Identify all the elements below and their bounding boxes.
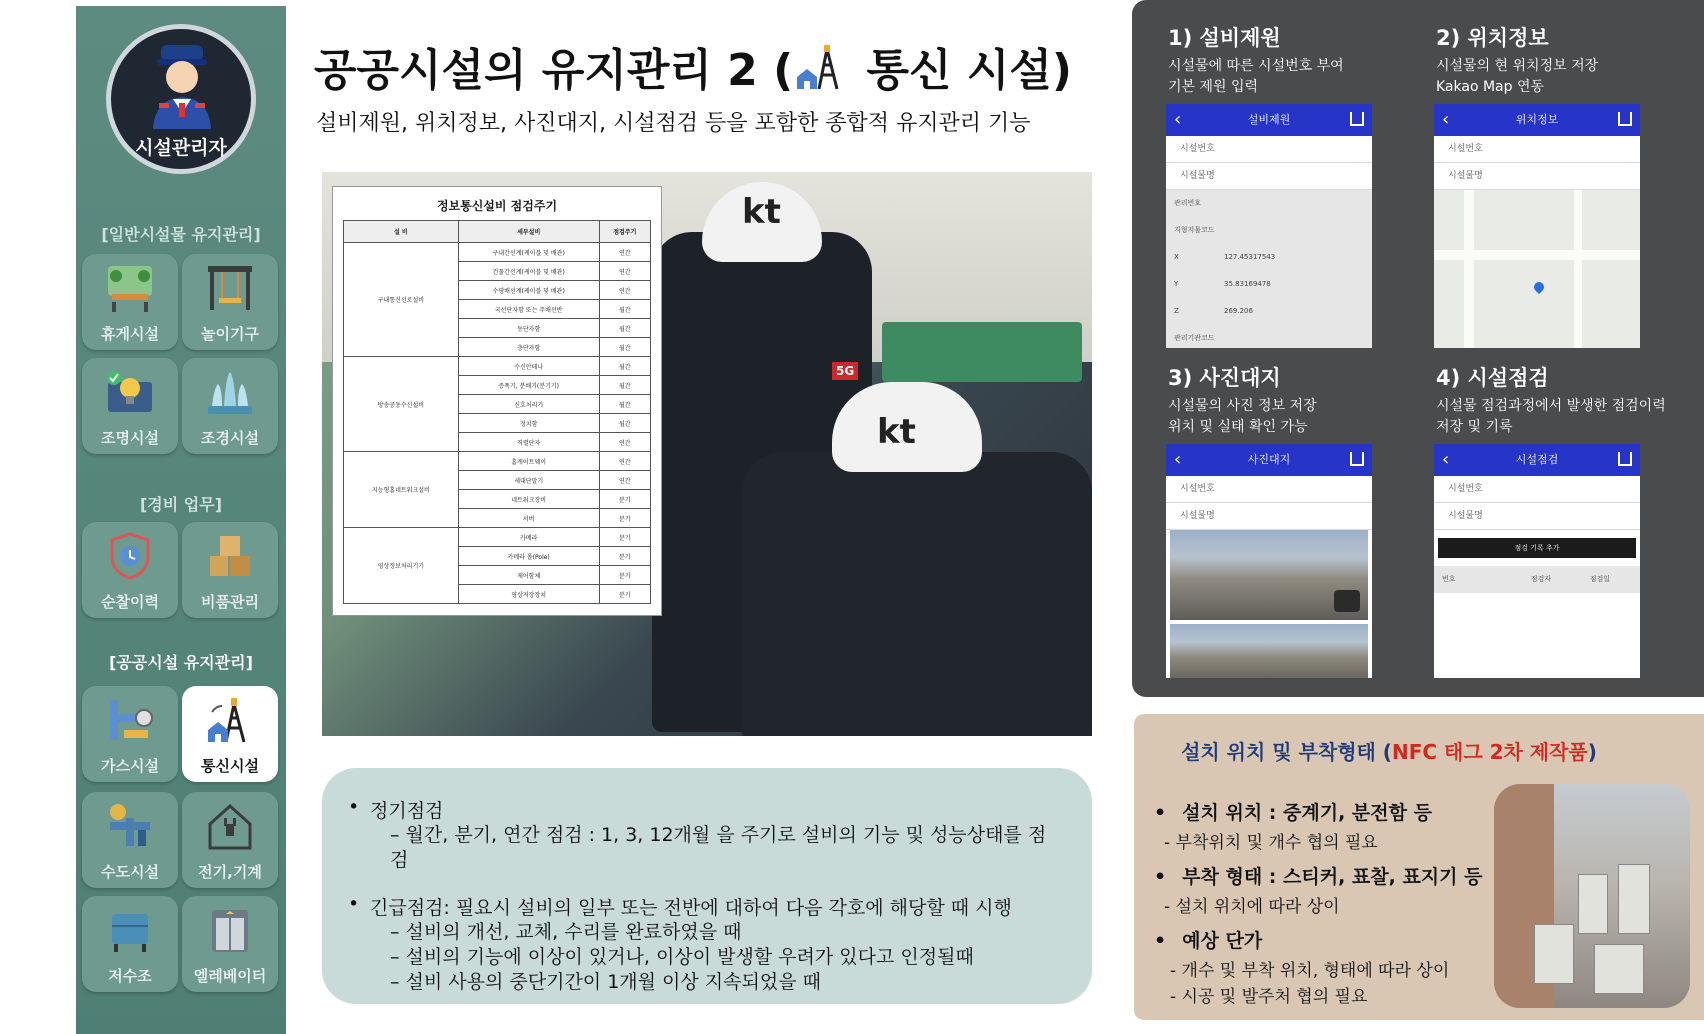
table-cell: 영상정보처리기기 [344, 528, 459, 604]
inspection-notes [322, 768, 1092, 1004]
grid-row: 지형지물코드 [1174, 226, 1215, 234]
tile-reservoir[interactable] [82, 896, 178, 992]
table-cell: 구내간선계(케이블 및 배관) [458, 243, 599, 262]
table-cell: 네트워크장비 [458, 490, 599, 509]
role-label: 시설관리자 [135, 137, 227, 159]
screen-title: 위치정보 [1515, 113, 1559, 126]
table-cell: 연간 [599, 262, 650, 281]
back-icon[interactable]: ‹ [1174, 109, 1182, 130]
map-road [1574, 190, 1582, 348]
map-road [1434, 250, 1640, 260]
inspection-table-grid [343, 220, 651, 604]
field-row[interactable]: 시설물명 [1166, 163, 1372, 190]
repeater-unit [1594, 944, 1644, 994]
nfc-item: • 예상 단가 [1154, 926, 1262, 953]
photo-worker [742, 452, 1092, 736]
tile-lighting[interactable] [82, 358, 178, 454]
feature-desc: 시설물의 현 위치정보 저장 [1436, 58, 1599, 74]
fountain-icon [204, 366, 256, 418]
note-line: – 월간, 분기, 연간 점검 : 1, 3, 12개월 을 주기로 설비의 기능 및 성능상태를 점검 [390, 824, 1047, 871]
table-cell: 수평배선계(케이블 및 배관) [458, 281, 599, 300]
note-emergency [350, 893, 1064, 995]
section-title-security: [경비 업무] [139, 495, 223, 514]
patrol-shield-icon [104, 530, 156, 582]
telecom-tower-icon [204, 694, 256, 746]
screen-location [1434, 104, 1640, 348]
screen-title: 사진대지 [1247, 453, 1291, 466]
tile-elevator[interactable] [182, 896, 278, 992]
note-heading: • 긴급점검: 필요시 설비의 일부 또는 전반에 대하여 다음 각호에 해당할 때 시행 [370, 893, 1064, 920]
grid-row: 관리번호 [1174, 199, 1202, 207]
table-cell: 분기 [599, 490, 650, 509]
table-cell: 지능형홈네트워크설비 [344, 452, 459, 528]
note-line: – 설비의 개선, 교체, 수리를 완료하였을 때 [390, 921, 742, 943]
feature-heading: 3) 사진대지 [1168, 366, 1281, 390]
note-heading: • 정기점검 [370, 796, 1064, 823]
screen-header [1434, 444, 1640, 476]
camera-icon[interactable] [1334, 590, 1360, 612]
back-icon[interactable]: ‹ [1174, 449, 1182, 470]
table-header: 점검주기 [599, 221, 650, 243]
feature-heading: 2) 위치정보 [1436, 26, 1549, 50]
table-row [344, 452, 651, 471]
page-subtitle: 설비제원, 위치정보, 사진대지, 시설점검 등을 포함한 종합적 유지관리 기능 [316, 111, 1031, 136]
site-photo[interactable] [1170, 624, 1368, 678]
tile-supplies[interactable] [182, 522, 278, 618]
column-header: 점검자 [1530, 575, 1551, 583]
feature-desc: Kakao Map 연동 [1436, 79, 1545, 95]
note-regular [350, 796, 1064, 873]
table-cell: 분기 [599, 509, 650, 528]
tile-label: 전기,기계 [198, 863, 262, 881]
tile-playground[interactable] [182, 254, 278, 350]
tile-label: 조경시설 [201, 429, 259, 447]
table-cell: 월간 [599, 300, 650, 319]
title-prefix: 공공시설의 유지관리 2 ( [314, 45, 794, 96]
gas-pipe-icon [104, 694, 156, 746]
table-cell: 홈게이트웨이 [458, 452, 599, 471]
repeater-unit [1578, 874, 1608, 934]
field-row[interactable]: 시설물명 [1166, 503, 1372, 530]
nfc-sub: - 개수 및 부착 위치, 형태에 따라 상이 [1170, 961, 1450, 981]
tile-telecom[interactable] [182, 686, 278, 782]
field-row[interactable]: 시설번호 [1434, 476, 1640, 503]
grid-row: X 127.45317543 [1174, 253, 1276, 261]
table-cell: 분기 [599, 585, 650, 604]
installation-photo [1494, 784, 1690, 1008]
table-cell: 월간 [599, 338, 650, 357]
home-icon[interactable] [1350, 112, 1364, 126]
inspection-list-header [1434, 566, 1640, 593]
field-photo [322, 172, 1092, 736]
table-cell: 증폭기, 분배기(분기기) [458, 376, 599, 395]
tile-label: 엘레베이터 [193, 967, 267, 985]
map-pin-icon[interactable] [1532, 280, 1546, 294]
table-cell: 연간 [599, 433, 650, 452]
table-cell: 연간 [599, 281, 650, 300]
tile-gas[interactable] [82, 686, 178, 782]
lighting-icon [104, 366, 156, 418]
table-cell: 수신안테나 [458, 357, 599, 376]
feature-heading: 1) 설비제원 [1168, 26, 1281, 50]
electric-plug-icon [204, 800, 256, 852]
screen-title: 시설점검 [1515, 453, 1559, 466]
home-icon[interactable] [1618, 452, 1632, 466]
table-cell: 카메라 [458, 528, 599, 547]
page-title [314, 34, 1072, 98]
grid-row: 관리기관코드 [1174, 334, 1215, 342]
bench-icon [104, 262, 156, 314]
tile-electric[interactable] [182, 792, 278, 888]
home-icon[interactable] [1350, 452, 1364, 466]
table-cell: 월간 [599, 376, 650, 395]
table-cell: 영상저장장치 [458, 585, 599, 604]
screen-spec [1166, 104, 1372, 348]
column-header: 점검일 [1589, 575, 1610, 583]
table-cell: 카메라 폴(Pole) [458, 547, 599, 566]
grid-row: Y 35.83169478 [1174, 280, 1271, 288]
water-pipe-icon [104, 800, 156, 852]
table-cell: 제어함체 [458, 566, 599, 585]
tile-label: 통신시설 [201, 757, 259, 775]
section-title-general: [일반시설물 유지관리] [101, 225, 261, 244]
back-icon[interactable]: ‹ [1442, 109, 1450, 130]
feature-desc: 시설물의 사진 정보 저장 [1168, 398, 1317, 414]
photo-equipment [882, 322, 1082, 382]
tile-patrol-history[interactable] [82, 522, 178, 618]
repeater-unit [1618, 864, 1650, 934]
screen-title: 설비제원 [1247, 113, 1291, 126]
screen-header [1434, 104, 1640, 136]
nfc-sub: - 부착위치 및 개수 협의 필요 [1164, 833, 1378, 853]
table-cell: 분기 [599, 547, 650, 566]
table-cell: 세대단말기 [458, 471, 599, 490]
grid-row: Z 269.206 [1174, 307, 1253, 315]
field-row[interactable]: 시설번호 [1166, 476, 1372, 503]
table-header: 설 비 [344, 221, 459, 243]
tile-water[interactable] [82, 792, 178, 888]
field-row[interactable]: 시설번호 [1166, 136, 1372, 163]
photo-5g-badge: 5G [832, 362, 858, 380]
tile-label: 저수조 [108, 967, 152, 985]
note-line: – 설비 사용의 중단기간이 1개월 이상 지속되었을 때 [390, 971, 821, 993]
table-row [344, 357, 651, 376]
table-cell: 직렬단자 [458, 433, 599, 452]
table-cell: 층단자함 [458, 338, 599, 357]
tile-rest-facility[interactable] [82, 254, 178, 350]
tile-label: 조명시설 [101, 429, 159, 447]
tile-label: 가스시설 [101, 757, 159, 775]
site-photo[interactable] [1170, 530, 1368, 620]
title-suffix: 통신 시설) [851, 45, 1072, 96]
screen-inspection [1434, 444, 1640, 678]
tile-label: 수도시설 [101, 863, 159, 881]
table-header: 세부설비 [458, 221, 599, 243]
table-cell: 정치함 [458, 414, 599, 433]
table-cell: 월간 [599, 395, 650, 414]
kakao-map[interactable] [1434, 190, 1640, 348]
table-cell: 구내통신선로설비 [344, 243, 459, 357]
table-cell: 신호처리기 [458, 395, 599, 414]
repeater-unit [1534, 924, 1574, 984]
screen-header [1166, 104, 1372, 136]
manager-avatar-icon [149, 43, 215, 129]
field-row[interactable]: 시설물명 [1434, 163, 1640, 190]
nfc-sub: - 설치 위치에 따라 상이 [1164, 897, 1340, 917]
back-icon[interactable]: ‹ [1442, 449, 1450, 470]
table-cell: 방송공동수신설비 [344, 357, 459, 452]
telecom-tower-icon [793, 43, 851, 91]
section-title-public: [공공시설 유지관리] [109, 653, 253, 672]
home-icon[interactable] [1618, 112, 1632, 126]
table-cell: 월간 [599, 357, 650, 376]
column-header: 번호 [1442, 575, 1456, 583]
inspection-table-title: 정보통신설비 점검주기 [436, 199, 558, 213]
nfc-sub: - 시공 및 발주처 협의 필요 [1170, 987, 1368, 1007]
table-cell: 월간 [599, 414, 650, 433]
inspection-table-body [344, 243, 651, 604]
feature-desc: 시설물에 따른 시설번호 부여 [1168, 58, 1344, 74]
screen-photo [1166, 444, 1372, 678]
table-row [344, 243, 651, 262]
elevator-icon [204, 904, 256, 956]
avatar [106, 24, 256, 174]
nfc-item: • 부착 형태 : 스티커, 표찰, 표지기 등 [1154, 862, 1482, 889]
nfc-tag-box [1134, 714, 1704, 1020]
table-cell: 연간 [599, 243, 650, 262]
table-cell: 서버 [458, 509, 599, 528]
nfc-title: 설치 위치 및 부착형태 (NFC 태그 2차 제작품) [1181, 740, 1597, 764]
photo-kt-logo: kt [877, 412, 916, 452]
sidebar [76, 6, 286, 1034]
table-cell: 월간 [599, 319, 650, 338]
feature-desc: 위치 및 실태 확인 가능 [1168, 419, 1308, 435]
tile-label: 놀이기구 [201, 325, 259, 343]
add-inspection-button[interactable]: 점검 기록 추가 [1438, 538, 1636, 558]
screen-header [1166, 444, 1372, 476]
inspection-cycle-table [332, 186, 662, 616]
field-row[interactable]: 시설물명 [1434, 503, 1640, 530]
table-cell: 분기 [599, 528, 650, 547]
photo-kt-logo: kt [742, 192, 781, 232]
tile-label: 순찰이력 [101, 593, 159, 611]
table-cell: 연간 [599, 452, 650, 471]
tile-label: 비품관리 [201, 593, 259, 611]
feature-panel [1132, 0, 1704, 697]
tile-label: 휴게시설 [101, 325, 159, 343]
swing-icon [204, 262, 256, 314]
field-row[interactable]: 시설번호 [1434, 136, 1640, 163]
table-row [344, 528, 651, 547]
table-cell: 동단자함 [458, 319, 599, 338]
map-road [1464, 190, 1474, 348]
feature-desc: 기본 제원 입력 [1168, 79, 1259, 95]
nfc-item: • 설치 위치 : 중계기, 분전함 등 [1154, 798, 1432, 825]
boxes-icon [204, 530, 256, 582]
table-cell: 국선단자함 또는 주배선반 [458, 300, 599, 319]
tile-landscape[interactable] [182, 358, 278, 454]
feature-heading: 4) 시설점검 [1436, 366, 1549, 390]
feature-desc: 저장 및 기록 [1436, 419, 1513, 435]
feature-desc: 시설물 점검과정에서 발생한 점검이력 [1436, 398, 1666, 414]
note-line: – 설비의 기능에 이상이 있거나, 이상이 발생할 우려가 있다고 인정될때 [390, 946, 974, 968]
water-tank-icon [104, 904, 156, 956]
table-cell: 분기 [599, 566, 650, 585]
spec-grid [1166, 190, 1372, 348]
table-cell: 건물간선계(케이블 및 배관) [458, 262, 599, 281]
table-cell: 연간 [599, 471, 650, 490]
